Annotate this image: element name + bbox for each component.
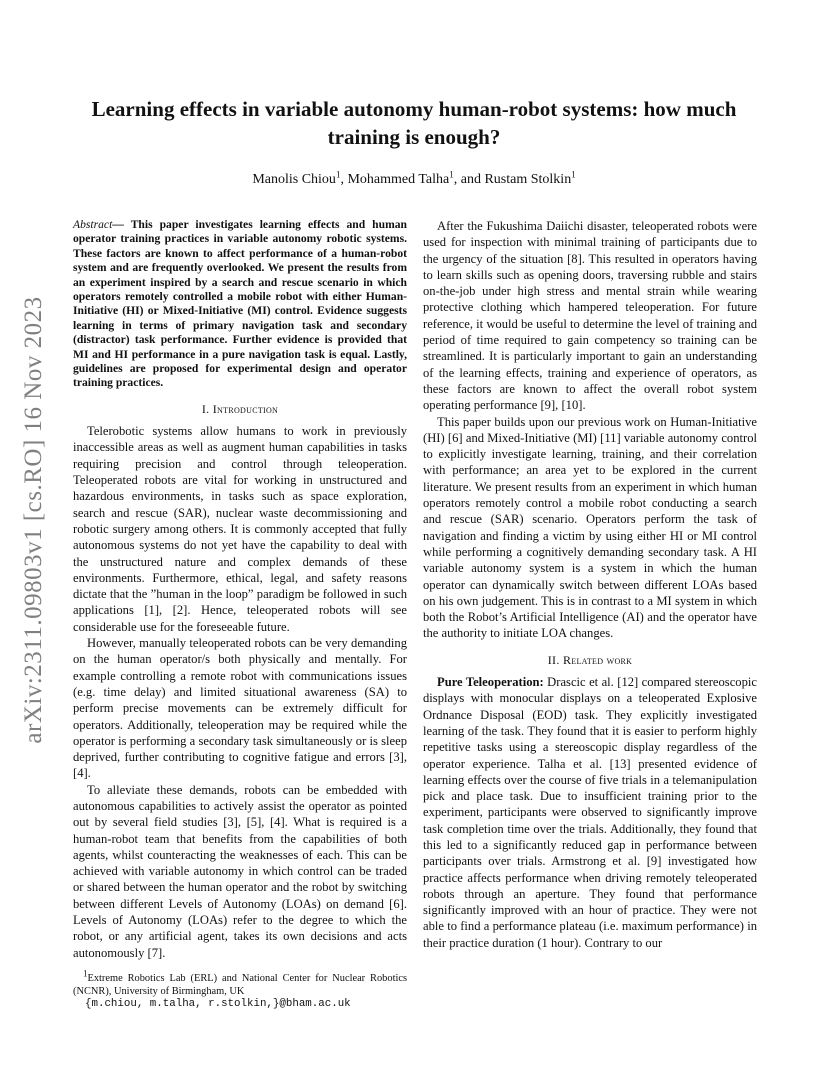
section-title: Introduction [212,401,279,416]
right-column [423,218,757,951]
footnote-mark: 1 [83,968,88,979]
body-paragraph: To alleviate these demands, robots can be embedded with autonomous capabilities to actively assist the operator as pointed out by several field studies [3], [5], [4]. What is required is a human-robot team that benefits from the capabilities of both agents, whilst counteracting the weaknesses of each. This can be achieved with variable autonomy in which control can be traded or shared between the human operator and the robot by switching between different Levels of Autonomy (LOAs) on demand [6]. Levels of Autonomy (LOAs) refer to the degree to which the robot, or any artificial agent, takes its own decisions and acts autonomously [7]. [73,782,407,960]
author-separator: , [340,172,348,187]
footnote [73,968,407,1011]
section-number: II. [547,652,563,667]
section-heading-introduction [73,401,407,417]
footnote-emails: {m.chiou, m.talha, r.stolkin,}@bham.ac.uk [85,998,351,1011]
section-title: Related work [562,652,633,667]
arxiv-identifier: arXiv:2311.09803v1 [cs.RO] 16 Nov 2023 [20,296,47,744]
abstract-label: Abstract [73,218,113,231]
author-name: Rustam Stolkin [484,172,572,187]
author-separator: , and [453,172,485,187]
footnote-text: Extreme Robotics Lab (ERL) and National Center for Nuclear Robotics (NCNR), University of Birmingham, UK [73,972,407,997]
runin-heading: Pure Teleoperation: [437,675,544,690]
author-name: Manolis Chiou [252,172,336,187]
section-number: I. [201,401,213,416]
affiliation-mark: 1 [571,169,576,180]
abstract [73,218,407,391]
section-heading-related-work [423,652,757,668]
affiliation-mark: 1 [335,169,341,180]
body-paragraph: After the Fukushima Daiichi disaster, teleoperated robots were used for inspection with minimal training of participants due to the urgency of the situation [8]. This resulted in operators having to learn skills such as opening doors, traversing rubble and stairs on-the-job under high stress and mental strain while wearing protective clothing which hampered teleoperation. For future reference, it would be useful to determine the level of training and period of time required to gain competency so training can be streamlined. It is particularly important to gain an understanding of the learning effects, training and experience of operators, as these factors are known to affect the overall robot system operating performance [9], [10]. [423,219,757,413]
body-paragraph: However, manually teleoperated robots can be very demanding on the human operator/s both physically and mentally. For example controlling a remote robot with communications issues (e.g. time delay) and limited situational awareness (SA) to perform precise movements can be extremely difficult for operators. Additionally, teleoperation may be required while the operator is performing a secondary task simultaneously or is sleep deprived, further contributing to cognitive fatigue and errors [3], [4]. [73,636,407,781]
left-column [73,218,407,1011]
arxiv-sidebar [8,270,60,770]
body-paragraph: This paper builds upon our previous work on Human-Initiative (HI) [6] and Mixed-Initiative (MI) [11] variable autonomy control to explicitly investigate learning, training, and their correlation with performance; an area yet to be explored in the current literature. We present results from an experiment in which human operators remotely control a mobile robot conducting a search and rescue (SAR) scenario. Operators perform the task of navigation and finding a victim by using either HI or MI control while performing a cognitively demanding secondary task. A HI variable autonomy system is a system in which the human operator can dynamically switch between different LOAs based on his own judgement. This is in contrast to a MI system in which both the Robot’s Artificial Intelligence (AI) and the operator have the authority to initiate LOA changes. [423,414,757,641]
abstract-dash: — [112,218,131,231]
abstract-text: This paper investigates learning effects and human operator training practices in variable autonomy robotic systems. These factors are known to affect performance of a human-robot system and are frequently overlooked. We present the results from an experiment inspired by a search and rescue scenario in which operators remotely controlled a mobile robot with either Human-Initiative (HI) or Mixed-Initiative (MI) control. Evidence suggests learning in terms of primary navigation task and secondary (distractor) task performance. Further evidence is provided that MI and HI performance in a pure navigation task is equal. Lastly, guidelines are proposed for experimental design and operator training practices. [73,218,407,390]
paragraph-text: Drascic et al. [12] compared stereoscopic displays with monocular displays on a teleoperated Explosive Ordnance Disposal (EOD) task. They explicitly investigated learning of the task. They found that it is easier to perform highly repetitive tasks using a stereoscopic display regardless of the operator experience. Talha et al. [13] presented evidence of learning effects over the course of five trials in a telemanipulation pick and place task. Due to insufficient training prior to the experiment, participants were observed to significantly improve task completion time over the trials. Additionally, they found that this led to a significantly reduced gap in performance between participants over trials. Armstrong et al. [9] investigated how practice affects performance when driving remotely teleoperated robots through an aperture. They found that performance significantly improved with an hour of practice. They were not able to find a performance plateau (i.e. maximum performance) in their practice duration (1 hour). Contrary to our [423,675,757,950]
body-paragraph: Telerobotic systems allow humans to work in previously inaccessible areas as well as augment human capabilities in tasks requiring precision and control through teleoperation. Teleoperated robots are vital for working in unstructured and hazardous environments, in tasks such as space exploration, search and rescue (SAR), nuclear waste decommissioning and robotic surgery among others. It is commonly accepted that fully autonomous systems do not yet have the capability to deal with the unstructured nature and complex demands of these environments. Furthermore, ethical, legal, and safety reasons dictate that the ”human in the loop” paradigm be followed in such applications [1], [2]. Hence, teleoperated robots will see considerable use for the foreseeable future. [73,424,407,634]
author-list [60,169,768,188]
paper-title: Learning effects in variable autonomy human-robot systems: how much training is enough? [91,97,737,149]
author-name: Mohammed Talha [347,172,450,187]
affiliation-mark: 1 [449,169,454,180]
footnote-affiliation [73,968,407,998]
body-paragraph [423,674,757,951]
